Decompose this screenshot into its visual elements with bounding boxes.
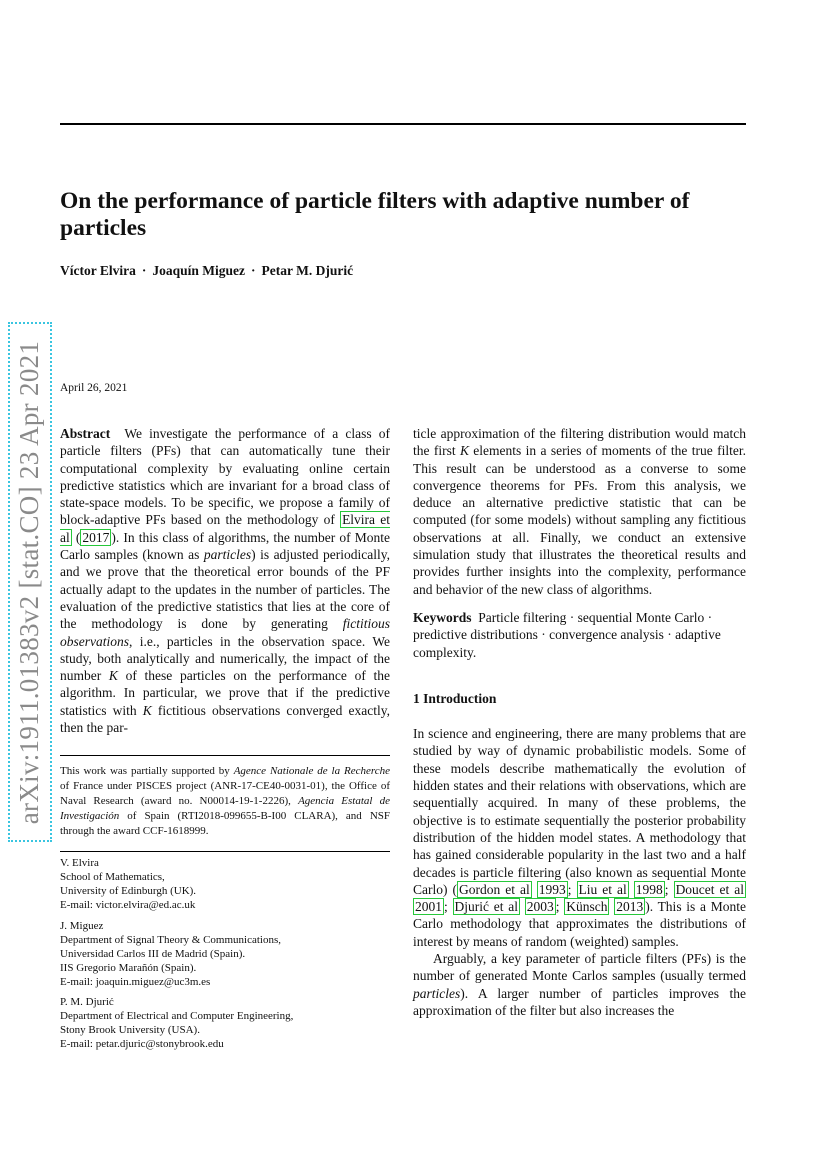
affiliation-line: Department of Signal Theory & Communications, [60, 934, 281, 946]
intro-text: Arguably, a key parameter of particle filters (PFs) is the number of generated Monte Carlos samples (usually termed [413, 951, 746, 984]
citation-year-link[interactable]: 2003 [526, 899, 554, 915]
abstract-text: ). In this class of algorithms, the number of Monte Carlo samples (known as [60, 529, 391, 563]
abstract-continuation-text [413, 425, 746, 598]
arxiv-stamp-text: arXiv:1911.01383v2 [stat.CO] 23 Apr 2021 [14, 340, 45, 824]
affiliation-line: Stony Brook University (USA). [60, 1024, 200, 1036]
author-2: Joaquín Miguez [152, 263, 246, 278]
abstract-text: , i.e., particles in the observation space. We study, both analytically and numerically, the impact of the number [60, 633, 390, 684]
funding-text: of France under PISCES project (ANR-17-CE40-0031-01), the Office of Naval Research (award no. N00014-19-1-2226), [60, 780, 390, 807]
author-list [60, 263, 660, 279]
abstract-paragraph [60, 425, 390, 736]
citation-year-link[interactable]: 1998 [635, 881, 663, 897]
citation-link[interactable]: Liu et al [578, 881, 627, 897]
abstract-text: of these particles on the performance of the algorithm. In particular, we prove that if the predictive statistics with [60, 668, 390, 718]
affiliation-miguez [60, 919, 390, 989]
funding-text: of Spain (RTI2018-099655-B-I00 CLARA), and NSF through the award CCF-1618999. [60, 810, 390, 837]
keywords-label: Keywords [413, 609, 472, 625]
abstract-text: We investigate the performance of a class of particle filters (PFs) that can automatically tune their computational complexity by evaluating online certain predictive statistics which are invariant for a broad class of state-space models. To be specific, we propose a family of block-adaptive PFs based on the methodology of [60, 426, 390, 528]
intro-paragraph [413, 950, 746, 1019]
affiliation-elvira [60, 856, 390, 912]
author-1: Víctor Elvira [60, 263, 136, 278]
intro-paragraph: In science and engineering, there are many problems that are studied by way of dynamic probabilistic models. Some of these models describe mathematically the evolution of hidden states and their relations with observations, which are sequentially acquired. In many of these problems, the objective is to estimate sequentially the posterior probability distribution of the hidden model states. A methodology that has gained considerable popularity in the last two and a half decades is particle filtering (also known as sequential Monte Carlo) ( Gordon et al 1993 ; Liu et al 1998 ; Doucet et al 2001 ; Djurić et al 2003 ; Künsch 2013 ). This is a Monte Carlo methodology that approximates the distributions of interest by means of random (weighted) samples. [413, 726, 747, 949]
citation-link[interactable]: Gordon et al [459, 881, 530, 897]
citation-link[interactable]: Djurić et al [454, 899, 518, 915]
affiliation-line: School of Mathematics, [60, 871, 165, 883]
header-rule [60, 123, 746, 125]
affiliation-email: E-mail: victor.elvira@ed.ac.uk [60, 899, 196, 911]
emphasis: particles [203, 547, 252, 563]
affiliation-djuric [60, 995, 390, 1051]
paper-date: April 26, 2021 [60, 382, 128, 394]
intro-text: ). A larger number of particles improves the approximation of the filter but also increases the [413, 985, 746, 1018]
section-heading: 1 Introduction [413, 690, 497, 706]
citation-link[interactable]: Doucet et al [675, 881, 745, 897]
affiliation-name: V. Elvira [60, 857, 99, 869]
math-symbol: K [108, 668, 118, 684]
affiliation-line: University of Edinburgh (UK). [60, 885, 197, 897]
citation-year-link[interactable]: 2013 [616, 899, 644, 915]
funding-note [60, 764, 390, 839]
abstract-text: ticle approximation of the filtering distribution would match the first [413, 426, 746, 459]
arxiv-stamp-link[interactable] [8, 322, 52, 842]
abstract-text: elements in a series of moments of the true filter. This result can be understood as a converse to some convergence theorems for PFs. From this analysis, we deduce an alternative predictive statistic that can be computed (for some models) without sampling any fictitious observations at all. Finally, we conduct an extensive simulation study that illustrates the theoretical results and provides further insights into the complexity, performance and behavior of the new class of algorithms. [413, 443, 746, 597]
abstract-text: fictitious observations converged exactly, then the par- [60, 702, 390, 736]
math-symbol: K [459, 443, 469, 459]
keywords [413, 609, 746, 661]
affiliation-line: IIS Gregorio Marañón (Spain). [60, 962, 197, 974]
intro-text: In science and engineering, there are many problems that are studied by way of dynamic probabilistic models. Some of these models describe mathematically the evolution of hidden states and their relations with observations, which are sequentially acquired. In many of these problems, the objective is to estimate sequentially the posterior probability distribution of the hidden model states. A methodology that has gained considerable popularity in the last two and a half decades is particle filtering (also known as sequential Monte Carlo) ( [413, 726, 746, 897]
abstract-text: ) is adjusted periodically, and we prove that the theoretical error bounds of the PF actually adapt to the updates in the number of particles. The evaluation of the predictive statistics that lies at the core of the methodology is done by generating [60, 547, 390, 632]
funding-agency: Agence Nationale de la Recherche [233, 765, 390, 777]
citation-link[interactable]: Elvira et al [60, 512, 390, 545]
affiliation-email: E-mail: joaquin.miguez@uc3m.es [60, 976, 211, 988]
emphasis: particles [413, 985, 461, 1001]
funding-agency: Agencia Estatal de Investigación [60, 795, 390, 822]
citation-year-link[interactable]: 2001 [415, 899, 442, 915]
right-column-content [413, 425, 746, 1019]
abstract-text: ( [71, 529, 81, 545]
author-separator: · [141, 263, 147, 278]
citation-link[interactable]: Künsch [566, 899, 608, 915]
affiliation-name: J. Miguez [60, 920, 104, 932]
intro-text: ). This is a Monte Carlo methodology that approximates the distributions of interest by means of random (weighted) samples. [413, 899, 747, 949]
affiliation-line: Universidad Carlos III de Madrid (Spain). [60, 948, 246, 960]
affiliation-line: Department of Electrical and Computer Engineering, [60, 1010, 294, 1022]
keywords-text: Particle filtering · sequential Monte Carlo · predictive distributions · convergence analysis · adaptive complexity. [413, 609, 721, 660]
abstract-label: Abstract [60, 426, 111, 441]
citation-year-link[interactable]: 2017 [82, 529, 110, 545]
math-symbol: K [142, 702, 152, 718]
author-3: Petar M. Djurić [261, 263, 354, 278]
footnote-rule [60, 851, 390, 852]
affiliation-name: P. M. Djurić [60, 996, 114, 1008]
footnote-rule [60, 755, 390, 756]
author-separator: · [251, 263, 256, 278]
funding-text: This work was partially supported by [60, 765, 234, 777]
paper-title: On the performance of particle filters with adaptive number of particles [60, 188, 690, 241]
affiliation-email: E-mail: petar.djuric@stonybrook.edu [60, 1038, 224, 1050]
abstract-block [60, 425, 390, 736]
emphasis: fictitious observations [60, 616, 390, 649]
citation-year-link[interactable]: 1993 [538, 881, 566, 897]
